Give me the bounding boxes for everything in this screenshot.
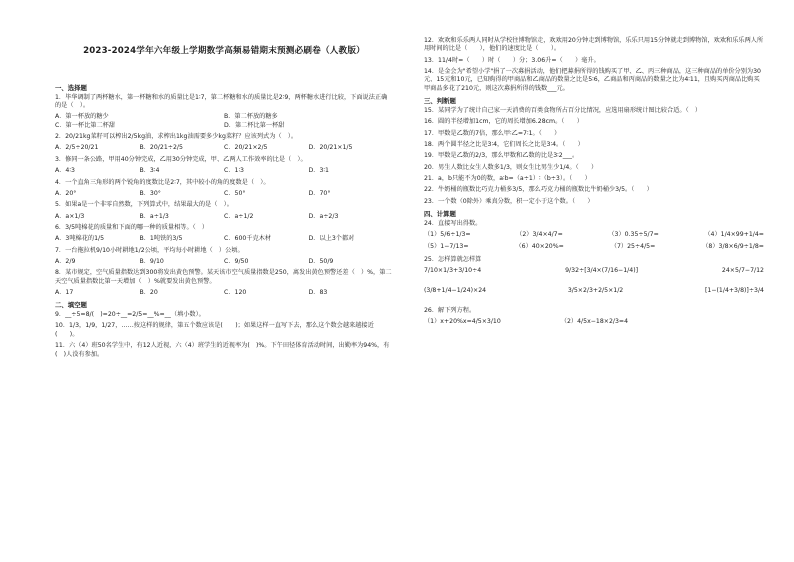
question-2: 2．20/21kg菜籽可以榨出2/5kg油，求榨出1kg油需要多少kg菜籽？应该列式为（ ）。: [55, 133, 298, 141]
option: C．50°: [224, 189, 246, 197]
calc-item: （3）0.35÷5/7=: [608, 231, 659, 239]
option: A．3吨棉花的1/5: [55, 235, 105, 243]
question-6: 6．3/5吨棉花的质量和下面的哪一种的质量相等。（ ）: [55, 223, 209, 231]
option: A．17: [55, 289, 74, 297]
question-9: 9．__÷5=8/( )=20÷__=2/5=__%=__（填小数）。: [55, 311, 205, 319]
option: A．a×1/3: [55, 212, 85, 220]
section-heading: 二、填空题: [55, 301, 87, 310]
option: A．第一杯放的糖少: [55, 113, 109, 121]
question-20: 20．男生人数比女生人数多1/3，则女生比男生少1/4。（ ）: [424, 163, 598, 171]
option: D．70°: [308, 189, 331, 197]
question-5-options: [55, 213, 393, 221]
question-2-options: [55, 144, 393, 152]
option: B．第二杯放的糖多: [224, 113, 278, 121]
option: B．1吨铁的3/5: [139, 235, 183, 243]
calc-item: 3/5×2/3+2/5×1/2: [567, 287, 624, 295]
calc-item: （6）40×20%=: [515, 243, 564, 251]
option: C．1∶3: [224, 167, 244, 175]
option: C．20/21×2/5: [224, 144, 268, 152]
calc-item: 24×5/7−7/12: [721, 267, 764, 275]
option: B．3∶4: [139, 167, 160, 175]
question-7: 7．一台拖拉机9/10小时耕地1/2公顷，平均每小时耕地（ ）公顷。: [55, 246, 244, 254]
calc-item: （5）1−7/13=: [424, 243, 469, 251]
option: C．第一杯比第二杯甜: [55, 121, 116, 129]
question-4: 4．一个直角三角形的两个锐角的度数比是2∶7，其中较小的角的度数是（ ）。: [55, 178, 270, 186]
page-title: 2023-2024学年六年级上学期数学高频易错期末预测必刷卷（人教版）: [83, 46, 365, 56]
question-3: 3．修同一条公路，甲用40分钟完成，乙用30分钟完成，甲、乙两人工作效率的比是（ ）。: [55, 155, 307, 163]
calc-item: (3/8+1/4−1/24)×24: [424, 287, 487, 295]
question-10: 10．1/3，1/9，1/27，……按这样的规律，第五个数应该是( )；如果这样一直写下去，那么这个数会越来越接近( )。: [55, 322, 374, 338]
question-24: 24．直接写出得数。: [424, 219, 482, 227]
option: D．50/9: [308, 258, 334, 266]
question-24-row-2: [424, 243, 764, 251]
option: D．第二杯比第一杯甜: [224, 121, 285, 129]
question-26-row: [424, 318, 764, 326]
question-3-options: [55, 167, 393, 175]
option: A．4∶3: [55, 167, 75, 175]
question-19: 19．甲数是乙数的2/3，那么甲数和乙数的比是3∶2___。: [424, 152, 579, 160]
calc-item: （7）25÷4/5=: [610, 243, 656, 251]
question-26: 26．解下列方程。: [424, 306, 476, 314]
question-1-options: [55, 113, 393, 130]
left-column: [55, 80, 393, 362]
option: B．30°: [139, 189, 161, 197]
question-6-options: [55, 235, 393, 243]
question-5: 5．如果a是一个非零自然数，下列算式中，结果最大的是（ ）。: [55, 201, 233, 209]
calc-item: （1）x+20%x=4/5×3/10: [424, 318, 501, 326]
option: A．2/5÷20/21: [55, 144, 99, 152]
option: A．20°: [55, 189, 77, 197]
option: C．600千克木材: [224, 235, 272, 243]
calc-item: 9/32÷[3/4×(7/16−1/4)]: [565, 267, 639, 275]
question-4-options: [55, 190, 393, 198]
option: D．3∶1: [308, 167, 329, 175]
calc-item: （1）5/6÷1/3=: [424, 231, 471, 239]
question-14: 14．是金会为"希望小学"捐了一次募捐活动，他们把募捐所得的钱购买了甲、乙、丙三种商品，这三种商品的单价分别为30元、15元和10元，已知购得的甲商品和乙商品的数量之比是5∶6，乙商品和丙商品的数量之比为4∶11，且购买丙商品比购买甲商品多花了210元，则这次募捐所得的钱数___元。: [424, 68, 761, 92]
calc-item: （8）3/8×6/9÷1/8=: [702, 243, 764, 251]
question-13: 13．11/4时=（ ）时（ ）分；3.06升=（ ）毫升。: [424, 56, 600, 64]
option: A．2/9: [55, 258, 76, 266]
question-24-row-1: [424, 231, 764, 239]
question-17: 17．甲数是乙数的7倍，那么甲∶乙=7∶1。（ ）: [424, 129, 561, 137]
question-22: 22．牛奶桶的瓶数比巧克力桶多3/5，那么巧克力桶的瓶数比牛奶桶少3/5。（ ）: [424, 186, 653, 194]
right-column: [424, 36, 764, 331]
section-heading: 三、判断题: [424, 97, 456, 106]
question-21: 21．a，b只能不为0的数，a∶b=（a÷1）∶（b÷3）。（ ）: [424, 174, 591, 182]
question-25: 25．怎样算就怎样算: [424, 255, 482, 263]
calc-item: （2）3/4×4/7=: [516, 231, 563, 239]
option: C．a÷1/2: [224, 212, 254, 220]
calc-item: （2）4/5x−18×2/3=4: [560, 318, 629, 326]
section-heading: 四、计算题: [424, 210, 456, 219]
question-23: 23．一个数（0除外）乘真分数，积一定小于这个数。（ ）: [424, 197, 594, 205]
question-8: 8．某市规定，空气质量指数达到300将发出黄色预警。某天该市空气质量指数是250，离发出黄色预警还差（ ）%，第二天空气质量指数比第一天增加（ ）%就要发出黄色预警。: [55, 269, 392, 285]
option: B．9/10: [139, 258, 164, 266]
question-25-row-1: [424, 267, 764, 275]
calc-item: 7/10×1/3+3/10÷4: [424, 267, 482, 275]
option: D．a÷2/3: [308, 212, 339, 220]
question-15: 15．某同学为了统计自己家一天消费的百类食物所占百分比情况，应选用扇形统计图比较合适。（ ）: [424, 106, 702, 114]
question-12: 12．欢欢和乐乐两人同时从学校往博物馆走，欢欢用20分钟走到博物馆，乐乐只用15分钟就走到博物馆，欢欢和乐乐两人所用时间的比是（ ），他们的速度比是（ ）。: [424, 37, 764, 53]
option: C．120: [224, 289, 247, 297]
question-25-row-2: [424, 287, 764, 295]
option: D．20/21×1/5: [308, 144, 353, 152]
option: B．a÷1/3: [139, 212, 169, 220]
question-1: 1．毕华调制了两杯糖水，第一杯糖和水的质量比是1∶7，第二杯糖和水的质量比是2∶9，两杯糖水进行比较，下面说法正确的是（ ）。: [55, 93, 388, 109]
calc-item: （4）1/4×99+1/4=: [704, 231, 764, 239]
option: B．20: [139, 289, 158, 297]
question-8-options: [55, 289, 393, 297]
option: C．9/50: [224, 258, 249, 266]
question-18: 18．两个圆半径之比是3∶4，它们周长之比是3∶4。（ ）: [424, 140, 584, 148]
question-11: 11．六（4）班50名学生中，有12人近视，六（4）班学生的近视率为( )%。下午田径体育活动时间，出勤率为94%，有( )人没有参加。: [55, 342, 390, 358]
section-heading: 一、选择题: [55, 84, 87, 92]
question-16: 16．圆的半径增加1cm，它的周长增加6.28cm。（ ）: [424, 118, 583, 126]
question-7-options: [55, 258, 393, 266]
option: D．83: [308, 289, 328, 297]
option: B．20/21÷2/5: [139, 144, 183, 152]
calc-item: [1−(1/4+3/8)]÷3/4: [704, 287, 764, 295]
option: D．以上3个都对: [308, 235, 355, 243]
